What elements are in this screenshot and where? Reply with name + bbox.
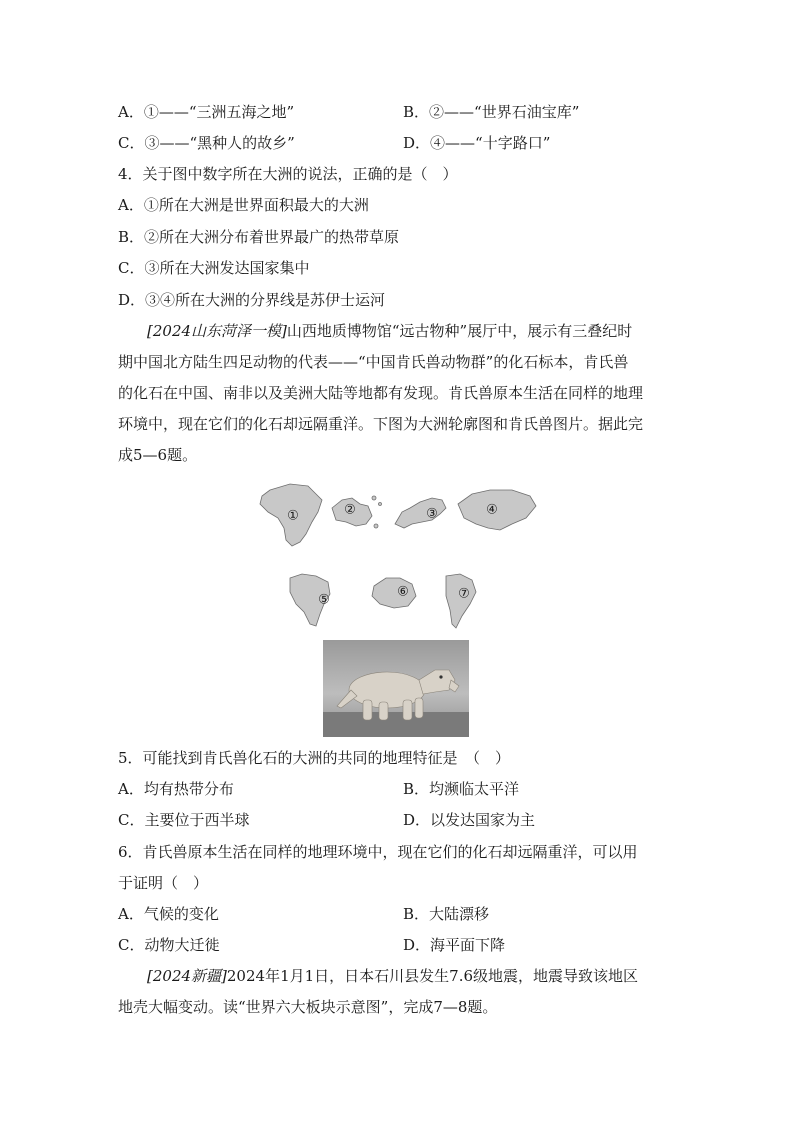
passage1-line5: 成5—6题。 xyxy=(118,446,198,464)
q3-option-b: B．②——“世界石油宝库” xyxy=(403,103,580,121)
label-4: ④ xyxy=(486,502,498,518)
passage1-line3: 的化石在中国、南非以及美洲大陆等地都有发现。肯氏兽原本生活在同样的地理 xyxy=(118,384,644,402)
passage2-line1 xyxy=(147,966,638,986)
passage1-text: 山西地质博物馆“远古物种”展厅中，展示有三叠纪时 xyxy=(286,322,633,340)
passage1-source: [2024山东菏泽一模] xyxy=(147,322,287,340)
kannemeyeria-photo xyxy=(323,640,469,737)
q4-stem: 4．关于图中数字所在大洲的说法，正确的是（ ） xyxy=(118,165,458,183)
q6-option-b: B．大陆漂移 xyxy=(403,905,490,923)
label-2: ② xyxy=(344,502,356,518)
passage2-source: [2024新疆] xyxy=(147,967,227,985)
q6-option-a: A．气候的变化 xyxy=(118,905,219,923)
passage2-line2: 地壳大幅变动。读“世界六大板块示意图”，完成7—8题。 xyxy=(118,998,498,1016)
q5-option-c: C．主要位于西半球 xyxy=(118,811,250,829)
q6-stem-line1: 6．肯氏兽原本生活在同样的地理环境中，现在它们的化石却远隔重洋，可以用 xyxy=(118,843,638,861)
q3-option-c: C．③——“黑种人的故乡” xyxy=(118,134,295,152)
label-7: ⑦ xyxy=(458,586,470,602)
q5-option-a: A．均有热带分布 xyxy=(118,780,234,798)
q5-option-b: B．均濒临太平洋 xyxy=(403,780,520,798)
q4-option-c: C．③所在大洲发达国家集中 xyxy=(118,259,310,277)
q6-stem-line2: 于证明（ ） xyxy=(118,874,209,892)
passage1-line1 xyxy=(147,321,632,341)
label-1: ① xyxy=(287,508,299,524)
continent-antarctica-shape xyxy=(372,578,416,608)
q5-option-d: D．以发达国家为主 xyxy=(403,811,536,829)
passage2-text: 2024年1月1日，日本石川县发生7.6级地震，地震导致该地区 xyxy=(226,967,639,985)
label-6: ⑥ xyxy=(397,584,409,600)
q3-option-d: D．④——“十字路口” xyxy=(403,134,551,152)
q3-option-a: A．①——“三洲五海之地” xyxy=(118,103,295,121)
q4-option-b: B．②所在大洲分布着世界最广的热带草原 xyxy=(118,228,400,246)
q6-option-d: D．海平面下降 xyxy=(403,936,506,954)
q4-option-a: A．①所在大洲是世界面积最大的大洲 xyxy=(118,196,369,214)
passage1-line2: 期中国北方陆生四足动物的代表——“中国肯氏兽动物群”的化石标本，肯氏兽 xyxy=(118,353,629,371)
passage1-line4: 环境中，现在它们的化石却远隔重洋。下图为大洲轮廓图和肯氏兽图片。据此完 xyxy=(118,415,644,433)
q5-stem: 5．可能找到肯氏兽化石的大洲的共同的地理特征是 （ ） xyxy=(118,749,511,767)
continent-europe-shape xyxy=(395,498,446,528)
label-3: ③ xyxy=(426,506,438,522)
q6-option-c: C．动物大迁徙 xyxy=(118,936,220,954)
kannemeyeria-illustration xyxy=(323,640,469,737)
continent-outline-figure xyxy=(250,478,550,640)
label-5: ⑤ xyxy=(318,592,330,608)
q4-option-d: D．③④所在大洲的分界线是苏伊士运河 xyxy=(118,291,386,309)
